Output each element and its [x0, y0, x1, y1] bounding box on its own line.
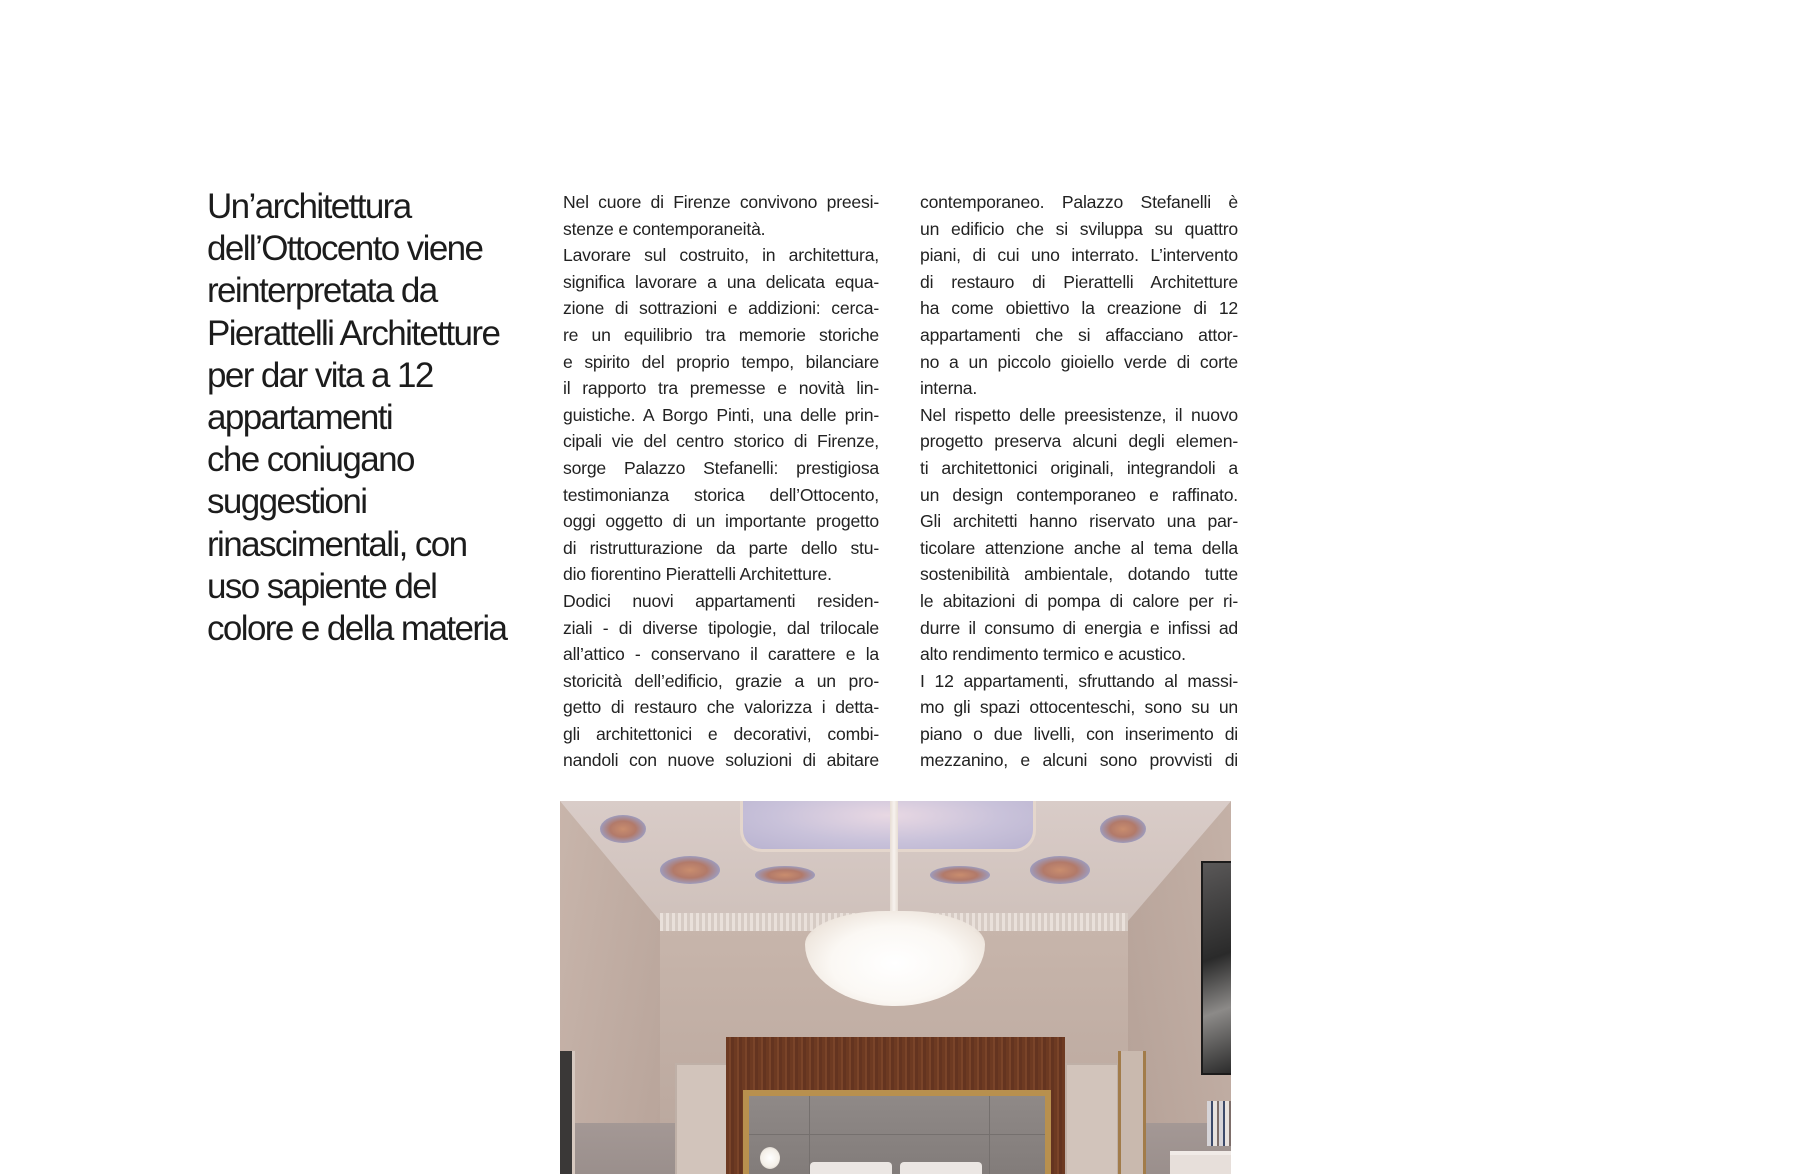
text-line: ziali - di diverse tipologie, dal trilocale [563, 617, 879, 638]
right-door [1065, 1063, 1119, 1174]
pillow [810, 1162, 892, 1174]
text-line: progetto preserva alcuni degli elemen- [920, 431, 1238, 452]
ceiling-medallion [930, 866, 990, 884]
left-artwork [560, 1051, 575, 1174]
text-line: un edificio che si sviluppa su quattro [920, 218, 1238, 239]
text-line: Gli architetti hanno riservato una par- [920, 511, 1238, 532]
headline-line: dell’Ottocento viene [207, 229, 483, 269]
ceiling-medallion [1030, 856, 1090, 884]
ceiling-medallion [1100, 815, 1146, 843]
ceiling-medallion [660, 856, 720, 884]
body-column-2 [920, 189, 1238, 774]
text-line: interna. [920, 378, 978, 399]
headline-line: Un’architettura [207, 187, 411, 226]
headline-line: colore e della materia [207, 609, 507, 649]
floor-mirror [1118, 1051, 1146, 1174]
text-line: piani, di cui uno interrato. L’intervento [920, 245, 1238, 266]
text-line: testimonianza storica dell’Ottocento, [563, 484, 879, 505]
text-line: le abitazioni di pompa di calore per ri- [920, 590, 1238, 611]
headline-line: uso sapiente del [207, 566, 437, 606]
text-line: oggi oggetto di un importante progetto [563, 511, 879, 532]
text-line: mo gli spazi ottocenteschi, sono su un [920, 697, 1238, 718]
pillow [900, 1162, 982, 1174]
headline-line: che coniugano [207, 440, 414, 480]
headline-line: suggestioni [207, 482, 367, 522]
text-line: storicità dell’edificio, grazie a un pro- [563, 670, 879, 691]
left-door [675, 1063, 729, 1174]
text-line: getto di restauro che valorizza i detta- [563, 697, 879, 718]
text-line: Lavorare sul costruito, in architettura, [563, 245, 879, 266]
fireplace-mantel [1170, 1151, 1231, 1174]
wall-lamp [760, 1147, 780, 1169]
books [1207, 1101, 1231, 1146]
text-line: no a un piccolo gioiello verde di corte [920, 351, 1238, 372]
headline-line: rinascimentali, con [207, 524, 467, 564]
text-line: alto rendimento termico e acustico. [920, 644, 1186, 665]
text-line: durre il consumo di energia e infissi ad [920, 617, 1238, 638]
right-artwork [1201, 861, 1231, 1075]
text-line: dio fiorentino Pierattelli Architetture. [563, 564, 832, 585]
headline-line: per dar vita a 12 [207, 355, 433, 395]
ceiling-medallion [600, 815, 646, 843]
text-line: ticolare attenzione anche al tema della [920, 537, 1238, 558]
text-line: guistiche. A Borgo Pinti, una delle prin- [563, 404, 879, 425]
headline-line: Pierattelli Architetture [207, 313, 500, 353]
text-line: zione di sottrazioni e addizioni: cerca- [563, 298, 879, 319]
headline-line: reinterpretata da [207, 271, 437, 311]
text-line: significa lavorare a una delicata equa- [563, 271, 879, 292]
text-line: piano o due livelli, con inserimento di [920, 723, 1238, 744]
text-line: sostenibilità ambientale, dotando tutte [920, 564, 1238, 585]
headline-line: appartamenti [207, 398, 393, 438]
upholstered-headboard [743, 1090, 1051, 1174]
text-line: all’attico - conservano il carattere e la [563, 644, 879, 665]
text-line: sorge Palazzo Stefanelli: prestigiosa [563, 457, 879, 478]
text-line: appartamenti che si affacciano attor- [920, 324, 1238, 345]
text-line: nandoli con nuove soluzioni di abitare [563, 750, 879, 771]
text-line: stenze e contemporaneità. [563, 218, 766, 239]
ceiling-fresco-panel [740, 801, 1036, 852]
text-line: e spirito del proprio tempo, bilanciare [563, 351, 879, 372]
chandelier-stem [890, 801, 898, 916]
text-line: di ristrutturazione da parte dello stu- [563, 537, 879, 558]
bedroom-photo [560, 801, 1231, 1174]
text-line: di restauro di Pierattelli Architetture [920, 271, 1238, 292]
article-headline [207, 186, 547, 650]
text-line: ti architettonici originali, integrandoli a [920, 457, 1238, 478]
text-line: il rapporto tra premesse e novità lin- [563, 378, 879, 399]
text-line: Nel cuore di Firenze convivono preesi- [563, 192, 879, 212]
text-line: ha come obiettivo la creazione di 12 [920, 298, 1238, 319]
text-line: un design contemporaneo e raffinato. [920, 484, 1238, 505]
body-column-1 [563, 189, 879, 774]
text-line: I 12 appartamenti, sfruttando al massi- [920, 670, 1238, 691]
text-line: Dodici nuovi appartamenti residen- [563, 590, 879, 611]
ceiling-medallion [755, 866, 815, 884]
text-line: re un equilibrio tra memorie storiche [563, 324, 879, 345]
text-line: cipali vie del centro storico di Firenze, [563, 431, 879, 452]
text-line: gli architettonici e decorativi, combi- [563, 723, 879, 744]
text-line: Nel rispetto delle preesistenze, il nuovo [920, 404, 1238, 425]
text-line: mezzanino, e alcuni sono provvisti di [920, 750, 1238, 771]
text-line: contemporaneo. Palazzo Stefanelli è [920, 192, 1238, 212]
